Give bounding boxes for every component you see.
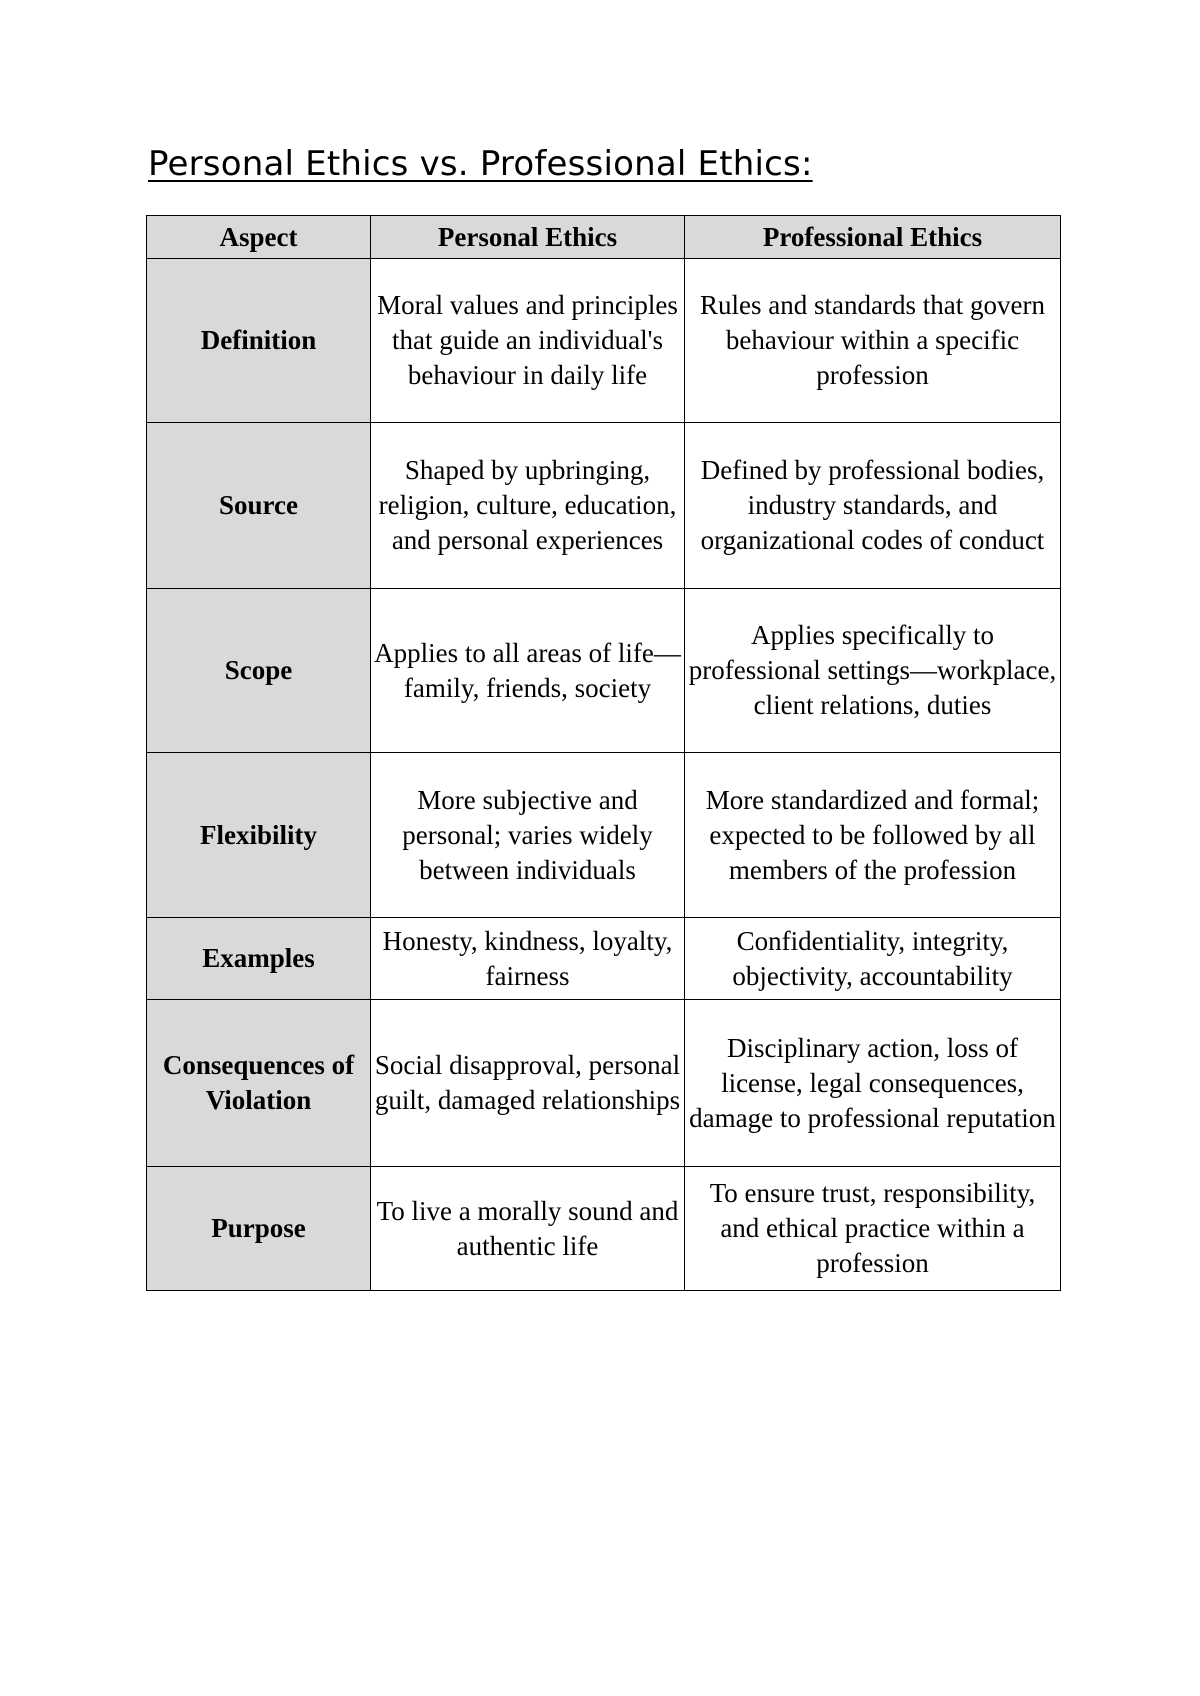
comparison-table xyxy=(146,215,1061,1291)
personal-cell: Shaped by upbringing, religion, culture, education, and personal experiences xyxy=(371,423,685,589)
professional-cell: Rules and standards that govern behaviour within a specific profession xyxy=(685,259,1061,423)
professional-cell: To ensure trust, responsibility, and ethical practice within a profession xyxy=(685,1167,1061,1291)
aspect-cell: Purpose xyxy=(147,1167,371,1291)
professional-cell: Disciplinary action, loss of license, legal consequences, damage to professional reputation xyxy=(685,1000,1061,1167)
aspect-cell: Consequences of Violation xyxy=(147,1000,371,1167)
professional-cell: Confidentiality, integrity, objectivity, accountability xyxy=(685,918,1061,1000)
professional-cell: More standardized and formal; expected to be followed by all members of the profession xyxy=(685,753,1061,918)
aspect-cell: Flexibility xyxy=(147,753,371,918)
header-personal-ethics: Personal Ethics xyxy=(371,216,685,259)
table-row xyxy=(147,1167,1061,1291)
aspect-cell: Scope xyxy=(147,589,371,753)
table-row xyxy=(147,589,1061,753)
aspect-cell: Source xyxy=(147,423,371,589)
aspect-cell: Examples xyxy=(147,918,371,1000)
personal-cell: Social disapproval, personal guilt, damaged relationships xyxy=(371,1000,685,1167)
table-row xyxy=(147,259,1061,423)
table-row xyxy=(147,1000,1061,1167)
personal-cell: Applies to all areas of life—family, friends, society xyxy=(371,589,685,753)
personal-cell: To live a morally sound and authentic life xyxy=(371,1167,685,1291)
table-row xyxy=(147,918,1061,1000)
table-header-row xyxy=(147,216,1061,259)
personal-cell: Moral values and principles that guide an individual's behaviour in daily life xyxy=(371,259,685,423)
page-title: Personal Ethics vs. Professional Ethics: xyxy=(148,144,813,184)
table-row xyxy=(147,753,1061,918)
professional-cell: Defined by professional bodies, industry standards, and organizational codes of conduct xyxy=(685,423,1061,589)
personal-cell: More subjective and personal; varies widely between individuals xyxy=(371,753,685,918)
header-aspect: Aspect xyxy=(147,216,371,259)
table-row xyxy=(147,423,1061,589)
personal-cell: Honesty, kindness, loyalty, fairness xyxy=(371,918,685,1000)
aspect-cell: Definition xyxy=(147,259,371,423)
header-professional-ethics: Professional Ethics xyxy=(685,216,1061,259)
professional-cell: Applies specifically to professional settings—workplace, client relations, duties xyxy=(685,589,1061,753)
